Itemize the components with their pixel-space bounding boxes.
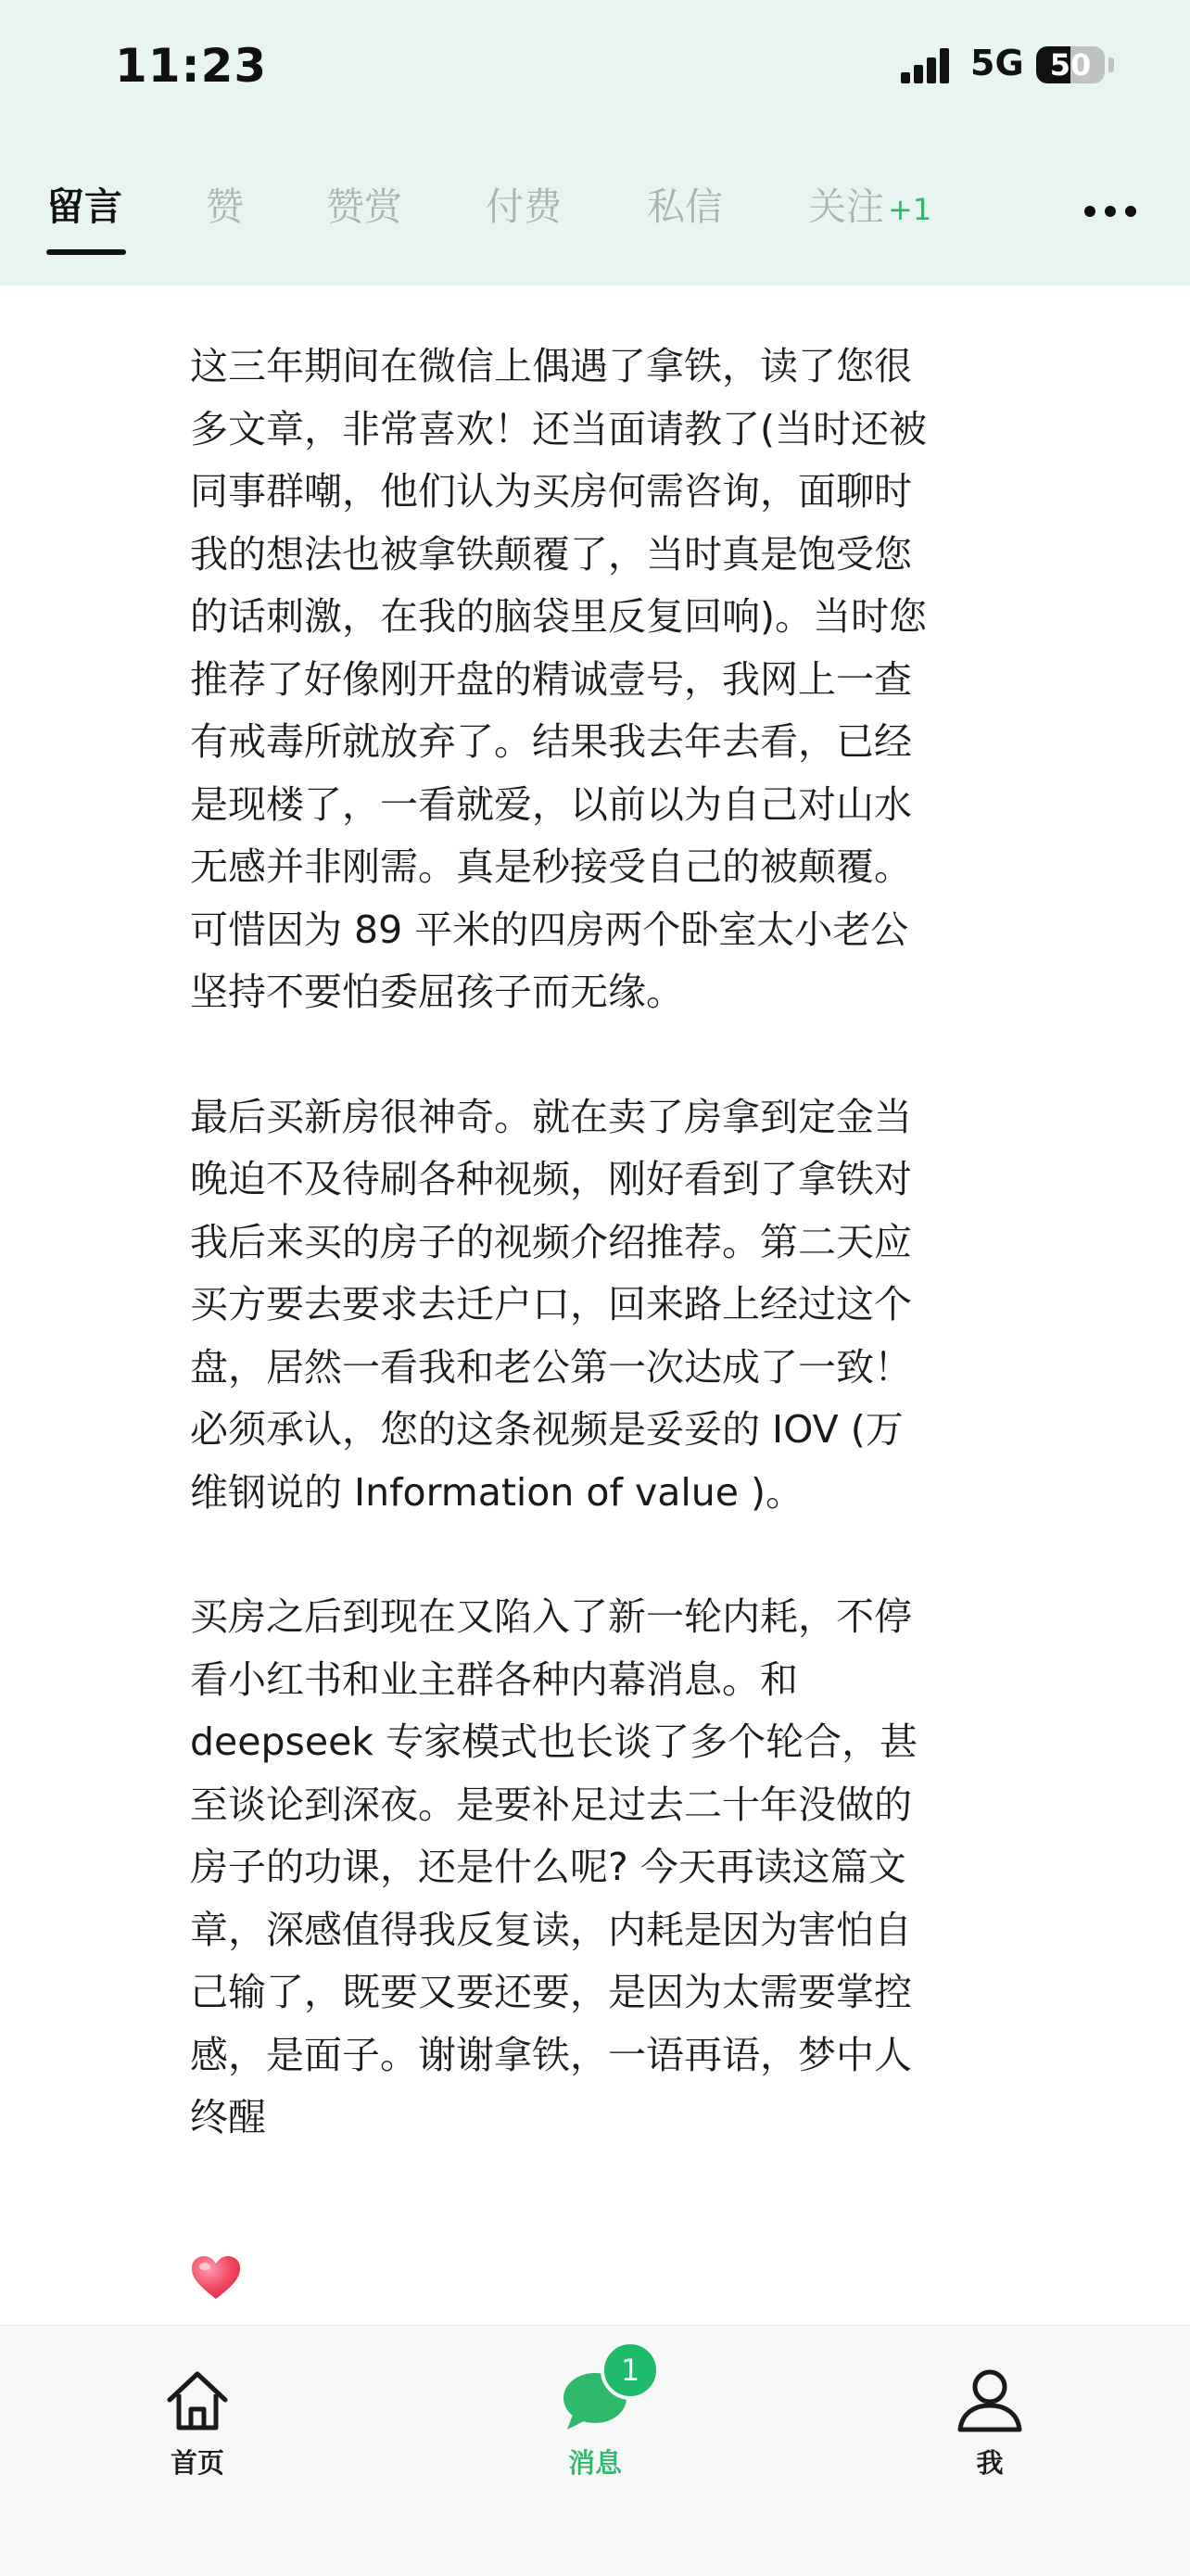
tab-likes[interactable] xyxy=(206,176,244,231)
nav-me[interactable] xyxy=(916,2363,1064,2481)
tab-label: 赞 xyxy=(206,184,244,229)
bottom-nav xyxy=(0,2325,1190,2576)
tab-label: 私信 xyxy=(647,184,723,229)
battery-icon xyxy=(1036,46,1105,83)
cellular-signal-icon xyxy=(901,46,958,83)
follow-count-badge: +1 xyxy=(888,192,932,227)
tab-bar xyxy=(0,176,1190,260)
tab-paid[interactable] xyxy=(486,176,562,231)
tab-label: 赞赏 xyxy=(326,184,402,229)
message-paragraph: 这三年期间在微信上偶遇了拿铁，读了您很多文章，非常喜欢！还当面请教了(当时还被同事群嘲，他们认为买房何需咨询，面聊时我的想法也被拿铁颠覆了，当时真是饱受您的话刺激，在我的脑袋里反复回响)。当时您推荐了好像刚开盘的精诚壹号，我网上一查有戒毒所就放弃了。结果我去年去看，已经是现楼了，一看就爱，以前以为自己对山水无感并非刚需。真是秒接受自己的被颠覆。可惜因为 89 平米的四房两个卧室太小老公坚持不要怕委屈孩子而无缘。 xyxy=(190,344,927,1014)
network-type: 5G xyxy=(970,43,1024,83)
tab-comments[interactable] xyxy=(46,176,122,231)
nav-messages[interactable] xyxy=(521,2353,669,2481)
battery-tip xyxy=(1108,57,1114,72)
status-time: 11:23 xyxy=(115,39,268,93)
tab-rewards[interactable] xyxy=(326,176,402,231)
unread-badge: 1 xyxy=(601,2341,660,2400)
message-body xyxy=(190,336,931,2150)
active-tab-indicator xyxy=(46,249,126,255)
nav-label: 我 xyxy=(976,2447,1004,2479)
battery-percent: 50 xyxy=(1049,47,1092,82)
tab-label: 留言 xyxy=(46,184,122,229)
heart-icon xyxy=(190,2254,242,2301)
person-icon xyxy=(953,2363,1027,2437)
tab-private-messages[interactable] xyxy=(647,176,723,231)
header xyxy=(0,0,1190,286)
message-paragraph: 最后买新房很神奇。就在卖了房拿到定金当晚迫不及待刷各种视频，刚好看到了拿铁对我后来买的房子的视频介绍推荐。第二天应买方要去要求去迁户口，回来路上经过这个盘，居然一看我和老公第一次达成了一致！必须承认，您的这条视频是妥妥的 IOV (万维钢说的 Information of value )。 xyxy=(190,1094,912,1515)
home-icon xyxy=(160,2363,234,2437)
nav-label: 消息 xyxy=(567,2447,622,2479)
tab-follows[interactable] xyxy=(808,176,931,231)
nav-label: 首页 xyxy=(170,2447,224,2479)
tab-label: 关注 xyxy=(808,184,884,229)
tab-label: 付费 xyxy=(486,184,562,229)
message-paragraph: 买房之后到现在又陷入了新一轮内耗，不停看小红书和业主群各种内幕消息。和 deepseek 专家模式也长谈了多个轮合，甚至谈论到深夜。是要补足过去二十年没做的房子的功课，还是什么呢? 今天再读这篇文章，深感值得我反复读，内耗是因为害怕自己输了，既要又要还要，是因为太需要掌控感，是面子。谢谢拿铁，一语再语，梦中人终醒 xyxy=(190,1594,918,2139)
nav-home[interactable] xyxy=(123,2363,272,2481)
more-options-icon[interactable] xyxy=(1084,206,1136,221)
